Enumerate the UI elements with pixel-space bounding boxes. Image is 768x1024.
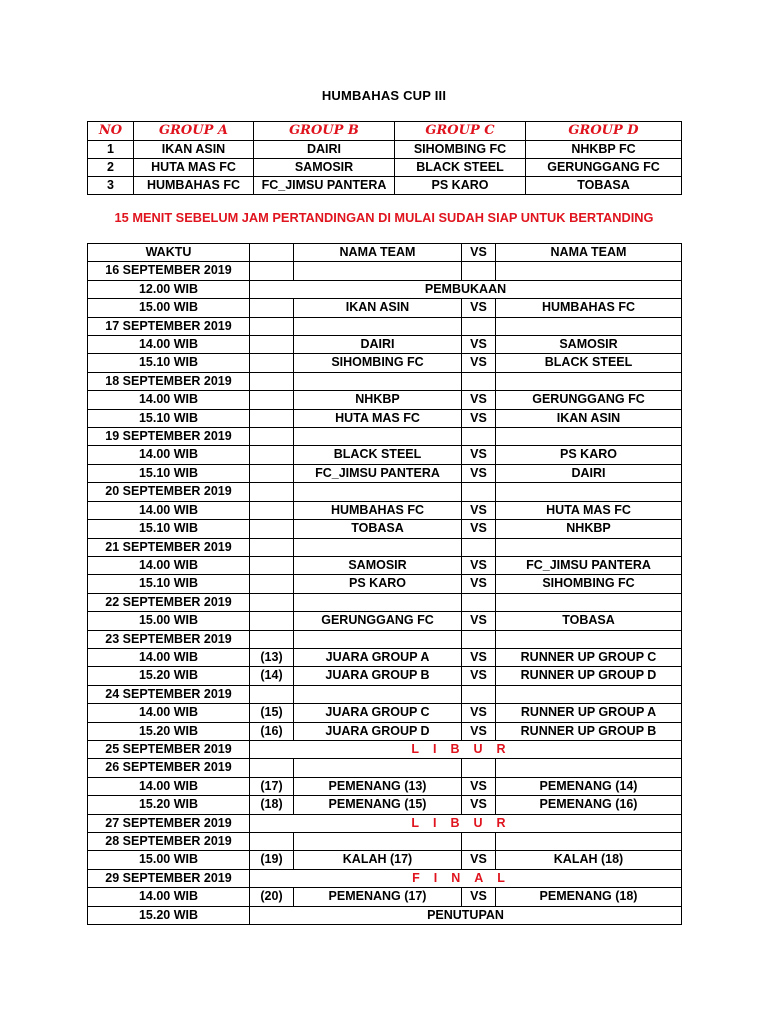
match-number (250, 575, 294, 593)
empty-cell (250, 538, 294, 556)
home-team: DAIRI (294, 336, 462, 354)
date-row (88, 372, 682, 390)
vs-label: VS (462, 888, 496, 906)
home-team: PEMENANG (15) (294, 796, 462, 814)
match-time: 14.00 WIB (88, 648, 250, 666)
away-team: PEMENANG (16) (496, 796, 682, 814)
empty-cell (462, 759, 496, 777)
match-date: 19 SEPTEMBER 2019 (88, 428, 250, 446)
date-row (88, 593, 682, 611)
match-date: 28 SEPTEMBER 2019 (88, 833, 250, 851)
away-team: BLACK STEEL (496, 354, 682, 372)
match-number (250, 464, 294, 482)
date-row (88, 317, 682, 335)
header-group-b: GROUP B (254, 122, 395, 141)
match-time: 15.10 WIB (88, 520, 250, 538)
match-row (88, 796, 682, 814)
rest-day-label: FINAL (250, 869, 682, 887)
empty-cell (462, 685, 496, 703)
match-time: 12.00 WIB (88, 280, 250, 298)
rest-day-row (88, 740, 682, 758)
match-time: 15.10 WIB (88, 354, 250, 372)
empty-cell (462, 428, 496, 446)
groups-table (87, 121, 682, 195)
away-team: PEMENANG (14) (496, 777, 682, 795)
header-time: WAKTU (88, 244, 250, 262)
empty-cell (250, 593, 294, 611)
match-number: (17) (250, 777, 294, 795)
header-group-d: GROUP D (526, 122, 682, 141)
match-number (250, 612, 294, 630)
match-row (88, 722, 682, 740)
empty-cell (250, 262, 294, 280)
empty-cell (496, 593, 682, 611)
match-time: 15.00 WIB (88, 299, 250, 317)
match-row (88, 501, 682, 519)
header-no: NO (88, 122, 134, 141)
empty-cell (462, 317, 496, 335)
date-row (88, 759, 682, 777)
away-team: PEMENANG (18) (496, 888, 682, 906)
group-a-team: HUTA MAS FC (134, 159, 254, 177)
groups-header-row (88, 122, 682, 141)
group-row (88, 177, 682, 195)
match-date: 16 SEPTEMBER 2019 (88, 262, 250, 280)
match-number (250, 409, 294, 427)
header-team1: NAMA TEAM (294, 244, 462, 262)
match-time: 15.20 WIB (88, 667, 250, 685)
match-date: 23 SEPTEMBER 2019 (88, 630, 250, 648)
match-time: 15.10 WIB (88, 409, 250, 427)
header-group-a: GROUP A (134, 122, 254, 141)
home-team: BLACK STEEL (294, 446, 462, 464)
date-row (88, 262, 682, 280)
match-time: 14.00 WIB (88, 888, 250, 906)
empty-cell (250, 833, 294, 851)
vs-label: VS (462, 446, 496, 464)
away-team: TOBASA (496, 612, 682, 630)
match-time: 15.20 WIB (88, 796, 250, 814)
header-vs: VS (462, 244, 496, 262)
match-row (88, 409, 682, 427)
group-c-team: SIHOMBING FC (395, 141, 526, 159)
date-row (88, 833, 682, 851)
vs-label: VS (462, 464, 496, 482)
empty-cell (250, 483, 294, 501)
vs-label: VS (462, 722, 496, 740)
event-label: PENUTUPAN (250, 906, 682, 924)
home-team: HUTA MAS FC (294, 409, 462, 427)
home-team: PS KARO (294, 575, 462, 593)
away-team: RUNNER UP GROUP D (496, 667, 682, 685)
group-a-team: HUMBAHAS FC (134, 177, 254, 195)
empty-cell (462, 372, 496, 390)
match-number (250, 391, 294, 409)
match-number: (14) (250, 667, 294, 685)
document-title: HUMBAHAS CUP III (321, 88, 447, 103)
home-team: PEMENANG (17) (294, 888, 462, 906)
away-team: FC_JIMSU PANTERA (496, 556, 682, 574)
vs-label: VS (462, 704, 496, 722)
empty-cell (294, 317, 462, 335)
match-time: 15.10 WIB (88, 575, 250, 593)
match-date: 17 SEPTEMBER 2019 (88, 317, 250, 335)
away-team: GERUNGGANG FC (496, 391, 682, 409)
match-row (88, 777, 682, 795)
empty-cell (496, 262, 682, 280)
match-time: 15.10 WIB (88, 464, 250, 482)
match-time: 14.00 WIB (88, 501, 250, 519)
header-group-c: GROUP C (395, 122, 526, 141)
group-a-team: IKAN ASIN (134, 141, 254, 159)
empty-cell (294, 593, 462, 611)
home-team: GERUNGGANG FC (294, 612, 462, 630)
match-row (88, 575, 682, 593)
away-team: NHKBP (496, 520, 682, 538)
empty-cell (462, 538, 496, 556)
match-date: 26 SEPTEMBER 2019 (88, 759, 250, 777)
home-team: JUARA GROUP D (294, 722, 462, 740)
empty-cell (250, 317, 294, 335)
vs-label: VS (462, 851, 496, 869)
empty-cell (294, 483, 462, 501)
empty-cell (496, 630, 682, 648)
group-d-team: NHKBP FC (526, 141, 682, 159)
away-team: SAMOSIR (496, 336, 682, 354)
home-team: FC_JIMSU PANTERA (294, 464, 462, 482)
vs-label: VS (462, 575, 496, 593)
group-c-team: BLACK STEEL (395, 159, 526, 177)
rest-day-label: LIBUR (250, 814, 682, 832)
empty-cell (462, 630, 496, 648)
match-number: (19) (250, 851, 294, 869)
match-number (250, 520, 294, 538)
home-team: IKAN ASIN (294, 299, 462, 317)
vs-label: VS (462, 556, 496, 574)
empty-cell (250, 630, 294, 648)
match-date: 20 SEPTEMBER 2019 (88, 483, 250, 501)
home-team: PEMENANG (13) (294, 777, 462, 795)
empty-cell (294, 428, 462, 446)
match-time: 14.00 WIB (88, 777, 250, 795)
empty-cell (462, 262, 496, 280)
away-team: RUNNER UP GROUP B (496, 722, 682, 740)
empty-cell (294, 372, 462, 390)
group-b-team: DAIRI (254, 141, 395, 159)
match-time: 14.00 WIB (88, 391, 250, 409)
match-date: 27 SEPTEMBER 2019 (88, 814, 250, 832)
empty-cell (294, 538, 462, 556)
match-number: (16) (250, 722, 294, 740)
match-row (88, 391, 682, 409)
match-number (250, 354, 294, 372)
empty-cell (250, 428, 294, 446)
vs-label: VS (462, 391, 496, 409)
empty-cell (250, 759, 294, 777)
group-d-team: GERUNGGANG FC (526, 159, 682, 177)
match-time: 14.00 WIB (88, 336, 250, 354)
home-team: JUARA GROUP A (294, 648, 462, 666)
group-row-no: 3 (88, 177, 134, 195)
group-row-no: 2 (88, 159, 134, 177)
match-time: 15.20 WIB (88, 722, 250, 740)
empty-cell (462, 833, 496, 851)
away-team: PS KARO (496, 446, 682, 464)
home-team: TOBASA (294, 520, 462, 538)
empty-cell (462, 483, 496, 501)
match-row (88, 648, 682, 666)
vs-label: VS (462, 336, 496, 354)
vs-label: VS (462, 667, 496, 685)
match-row (88, 446, 682, 464)
date-row (88, 685, 682, 703)
home-team: SIHOMBING FC (294, 354, 462, 372)
vs-label: VS (462, 409, 496, 427)
empty-cell (294, 262, 462, 280)
away-team: HUTA MAS FC (496, 501, 682, 519)
match-time: 15.20 WIB (88, 906, 250, 924)
vs-label: VS (462, 648, 496, 666)
date-row (88, 630, 682, 648)
vs-label: VS (462, 501, 496, 519)
header-match-no (250, 244, 294, 262)
schedule-header-row (88, 244, 682, 262)
match-number: (13) (250, 648, 294, 666)
match-date: 29 SEPTEMBER 2019 (88, 869, 250, 887)
event-label: PEMBUKAAN (250, 280, 682, 298)
match-date: 21 SEPTEMBER 2019 (88, 538, 250, 556)
match-row (88, 556, 682, 574)
empty-cell (462, 593, 496, 611)
date-row (88, 428, 682, 446)
match-row (88, 888, 682, 906)
away-team: KALAH (18) (496, 851, 682, 869)
empty-cell (496, 428, 682, 446)
empty-cell (294, 685, 462, 703)
match-row (88, 464, 682, 482)
group-row-no: 1 (88, 141, 134, 159)
empty-cell (496, 483, 682, 501)
vs-label: VS (462, 796, 496, 814)
match-date: 18 SEPTEMBER 2019 (88, 372, 250, 390)
match-row (88, 704, 682, 722)
match-row (88, 612, 682, 630)
vs-label: VS (462, 354, 496, 372)
match-time: 15.00 WIB (88, 612, 250, 630)
group-d-team: TOBASA (526, 177, 682, 195)
group-c-team: PS KARO (395, 177, 526, 195)
match-number (250, 501, 294, 519)
home-team: SAMOSIR (294, 556, 462, 574)
match-number (250, 446, 294, 464)
empty-cell (496, 685, 682, 703)
away-team: HUMBAHAS FC (496, 299, 682, 317)
event-row (88, 280, 682, 298)
schedule-table (87, 243, 682, 925)
vs-label: VS (462, 777, 496, 795)
empty-cell (250, 685, 294, 703)
group-row (88, 159, 682, 177)
date-row (88, 483, 682, 501)
match-row (88, 667, 682, 685)
home-team: JUARA GROUP B (294, 667, 462, 685)
empty-cell (496, 759, 682, 777)
rest-day-row (88, 869, 682, 887)
event-row (88, 906, 682, 924)
away-team: IKAN ASIN (496, 409, 682, 427)
vs-label: VS (462, 520, 496, 538)
header-team2: NAMA TEAM (496, 244, 682, 262)
group-b-team: SAMOSIR (254, 159, 395, 177)
match-row (88, 851, 682, 869)
empty-cell (294, 833, 462, 851)
preparation-notice: 15 MENIT SEBELUM JAM PERTANDINGAN DI MULAI SUDAH SIAP UNTUK BERTANDING (114, 210, 654, 225)
match-time: 14.00 WIB (88, 556, 250, 574)
match-time: 14.00 WIB (88, 446, 250, 464)
match-row (88, 354, 682, 372)
match-number: (18) (250, 796, 294, 814)
vs-label: VS (462, 299, 496, 317)
group-b-team: FC_JIMSU PANTERA (254, 177, 395, 195)
match-time: 15.00 WIB (88, 851, 250, 869)
empty-cell (294, 630, 462, 648)
home-team: JUARA GROUP C (294, 704, 462, 722)
match-number: (15) (250, 704, 294, 722)
home-team: NHKBP (294, 391, 462, 409)
match-row (88, 299, 682, 317)
date-row (88, 538, 682, 556)
match-date: 24 SEPTEMBER 2019 (88, 685, 250, 703)
empty-cell (250, 372, 294, 390)
empty-cell (496, 372, 682, 390)
match-date: 25 SEPTEMBER 2019 (88, 740, 250, 758)
match-number: (20) (250, 888, 294, 906)
rest-day-label: LIBUR (250, 740, 682, 758)
empty-cell (496, 317, 682, 335)
rest-day-row (88, 814, 682, 832)
away-team: DAIRI (496, 464, 682, 482)
vs-label: VS (462, 612, 496, 630)
home-team: HUMBAHAS FC (294, 501, 462, 519)
match-row (88, 520, 682, 538)
away-team: SIHOMBING FC (496, 575, 682, 593)
match-number (250, 336, 294, 354)
match-date: 22 SEPTEMBER 2019 (88, 593, 250, 611)
match-time: 14.00 WIB (88, 704, 250, 722)
group-row (88, 141, 682, 159)
empty-cell (496, 538, 682, 556)
match-row (88, 336, 682, 354)
empty-cell (294, 759, 462, 777)
match-number (250, 556, 294, 574)
home-team: KALAH (17) (294, 851, 462, 869)
empty-cell (496, 833, 682, 851)
match-number (250, 299, 294, 317)
away-team: RUNNER UP GROUP A (496, 704, 682, 722)
away-team: RUNNER UP GROUP C (496, 648, 682, 666)
